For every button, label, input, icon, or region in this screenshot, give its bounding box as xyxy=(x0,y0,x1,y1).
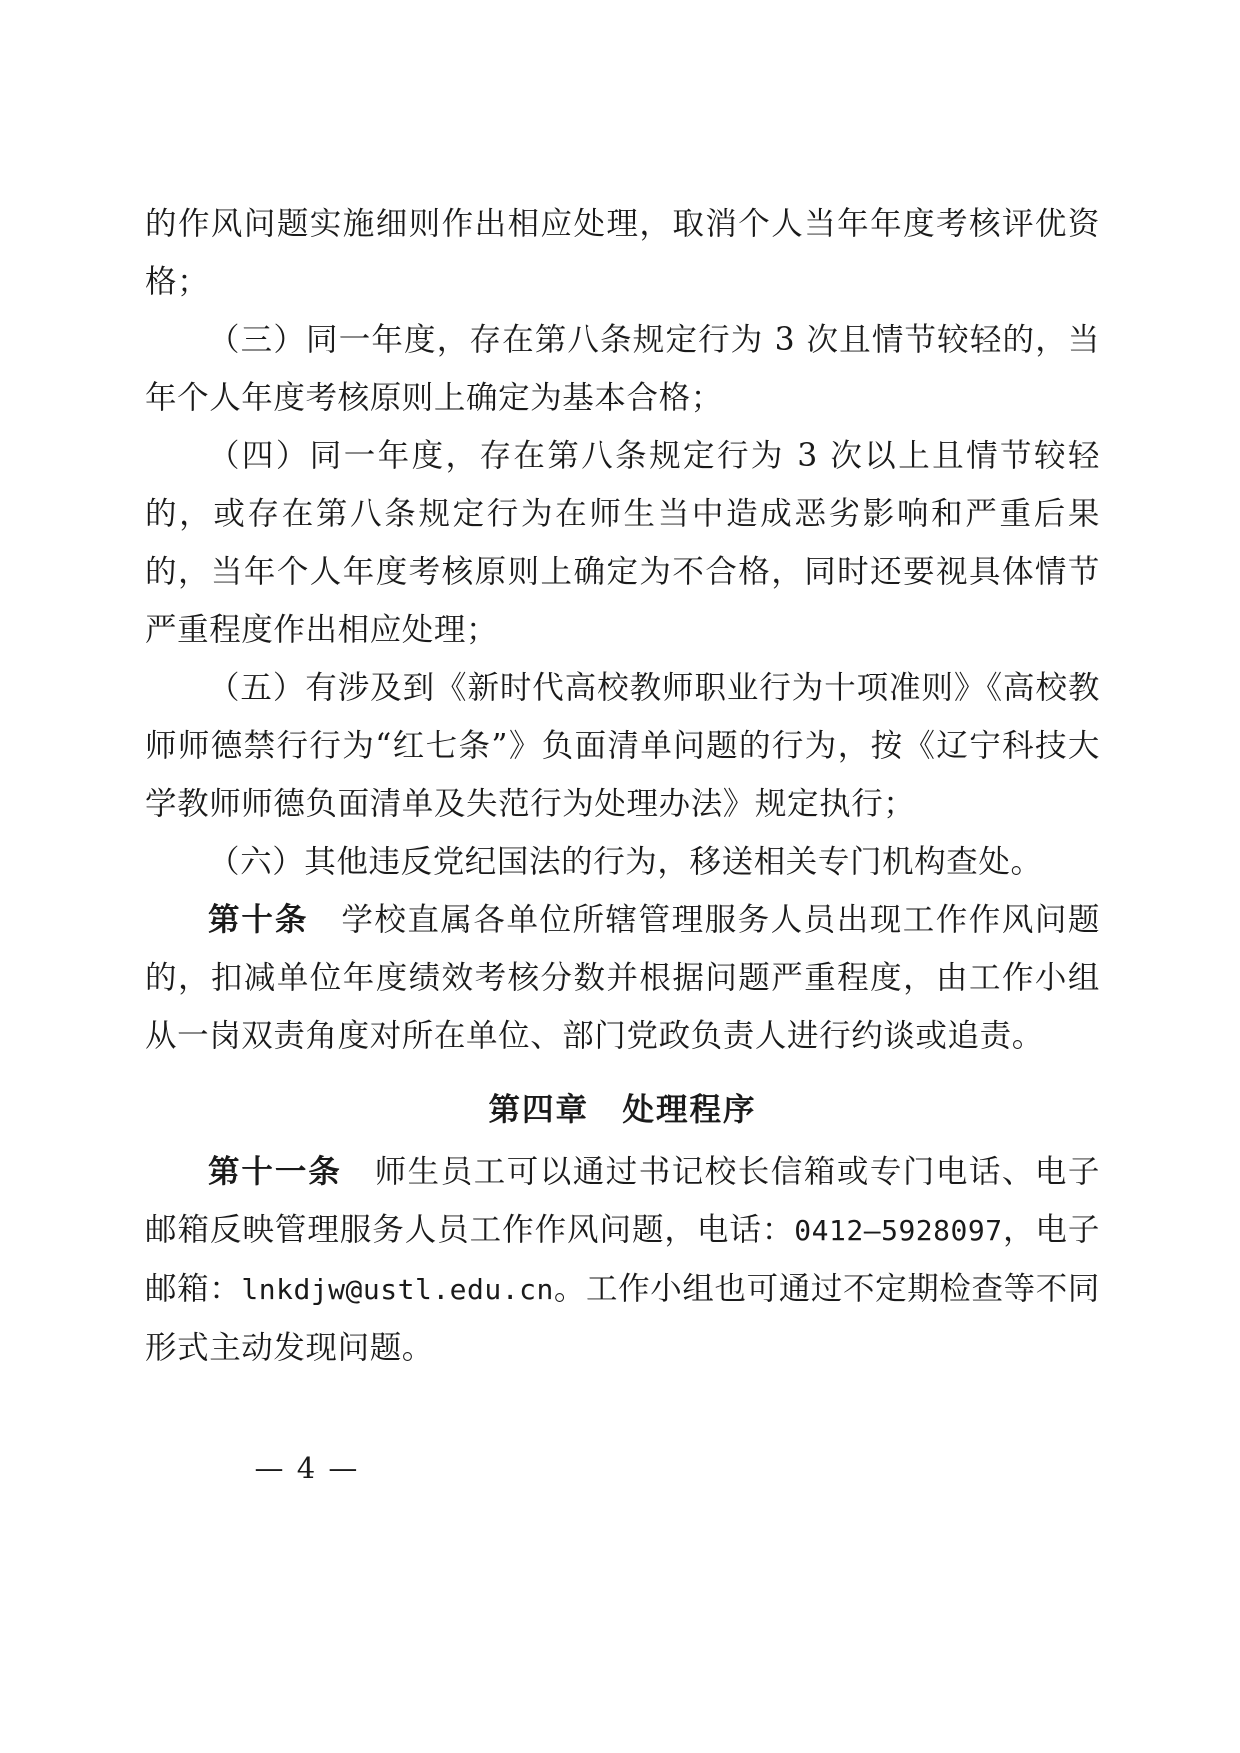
paragraph-item-3: （三）同一年度，存在第八条规定行为 3 次且情节较轻的，当年个人年度考核原则上确定为基本合格； xyxy=(145,322,1100,416)
contact-email: lnkdjw@ustl.edu.cn xyxy=(241,1273,554,1306)
contact-phone: 0412—5928097 xyxy=(794,1214,1003,1247)
page-number-text: — 4 — xyxy=(254,1451,360,1485)
article-eleven-spacer xyxy=(342,1154,375,1190)
paragraph-article-eleven xyxy=(145,1143,1100,1377)
page-number xyxy=(0,1451,1240,1485)
document-body xyxy=(145,195,1100,1377)
paragraph-item-6: （六）其他违反党纪国法的行为，移送相关专门机构查处。 xyxy=(208,844,1043,880)
paragraph-item-4: （四）同一年度，存在第八条规定行为 3 次以上且情节较轻的，或存在第八条规定行为在师生当中造成恶劣影响和严重后果的，当年个人年度考核原则上确定为不合格，同时还要视具体情节严重程度作出相应处理； xyxy=(145,438,1100,648)
paragraph-article-ten xyxy=(145,891,1100,1065)
article-eleven-text-mid: ，电子邮箱： xyxy=(145,1212,1100,1307)
article-eleven-text-before: 师生员工可以通过书记校长信箱或专门电话、电子邮箱反映管理服务人员工作作风问题，电话： xyxy=(145,1154,1100,1248)
article-ten-label: 第十条 xyxy=(208,901,309,938)
article-eleven-text-after: 。工作小组也可通过不定期检查等不同形式主动发现问题。 xyxy=(145,1271,1100,1366)
article-eleven-label: 第十一条 xyxy=(208,1153,342,1190)
chapter-heading: 第四章 处理程序 xyxy=(488,1091,757,1128)
paragraph-item-5: （五）有涉及到《新时代高校教师职业行为十项准则》《高校教师师德禁行行为“红七条”》负面清单问题的行为，按《辽宁科技大学教师师德负面清单及失范行为处理办法》规定执行； xyxy=(145,670,1100,822)
article-ten-spacer xyxy=(308,902,341,938)
article-ten-text: 学校直属各单位所辖管理服务人员出现工作作风问题的，扣减单位年度绩效考核分数并根据问题严重程度，由工作小组从一岗双责角度对所在单位、部门党政负责人进行约谈或追责。 xyxy=(145,902,1100,1054)
paragraph-continued: 的作风问题实施细则作出相应处理，取消个人当年年度考核评优资格； xyxy=(145,206,1100,300)
